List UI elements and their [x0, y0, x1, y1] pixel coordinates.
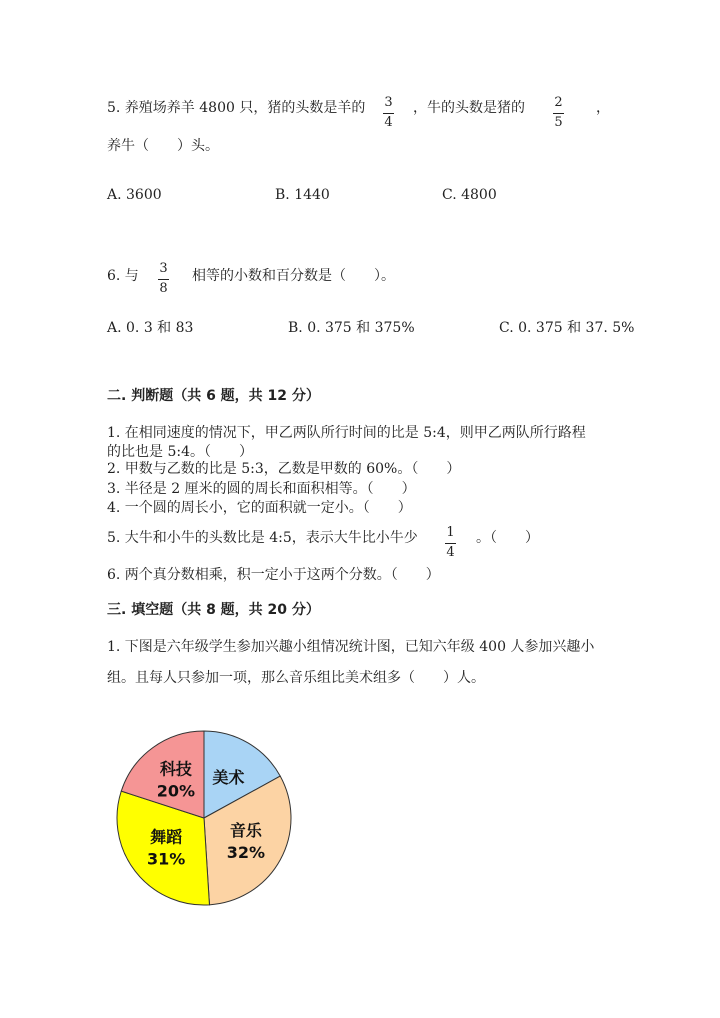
q6-fraction-den: 8	[159, 281, 168, 296]
q5-option-c: C. 4800	[442, 187, 497, 203]
judge-item-1a: 1. 在相同速度的情况下，甲乙两队所行时间的比是 5:4，则甲乙两队所行路程	[107, 425, 586, 441]
pie-slice-value-label: 31%	[147, 849, 186, 869]
q5-option-b: B. 1440	[275, 187, 330, 203]
fraction-bar	[445, 543, 456, 544]
q5-text-b: ，牛的头数是猪的	[413, 100, 525, 116]
judge-item-5b: 。（ ）	[476, 530, 539, 546]
fraction-bar	[383, 113, 394, 114]
pie-slice-label: 舞蹈	[150, 827, 183, 847]
q5-fraction-2	[553, 96, 564, 130]
section-3-title: 三. 填空题（共 8 题，共 20 分）	[107, 602, 320, 618]
judge-item-4: 4. 一个圆的周长小，它的面积就一定小。（ ）	[107, 500, 412, 516]
judge-item-6: 6. 两个真分数相乘，积一定小于这两个分数。（ ）	[107, 567, 440, 583]
fraction-bar	[158, 279, 169, 280]
q6-text-a: 6. 与	[107, 268, 139, 284]
q6-option-b: B. 0. 375 和 375%	[288, 320, 415, 336]
q6-option-a: A. 0. 3 和 83	[107, 320, 194, 336]
q5-fraction-1-den: 4	[384, 115, 393, 130]
q6-fraction	[158, 262, 169, 296]
fraction-bar	[553, 113, 564, 114]
judge-item-3: 3. 半径是 2 厘米的圆的周长和面积相等。（ ）	[107, 481, 416, 497]
q5-text-c: ，	[596, 100, 610, 116]
q5-text-a: 5. 养殖场养羊 4800 只，猪的头数是羊的	[107, 100, 366, 116]
judge-item-5-fraction-num: 1	[446, 525, 455, 540]
judge-item-5-fraction	[445, 526, 456, 560]
interest-group-pie-chart	[108, 722, 298, 912]
q5-fraction-2-num: 2	[554, 95, 563, 110]
fill-q1-line-1: 1. 下图是六年级学生参加兴趣小组情况统计图，已知六年级 400 人参加兴趣小	[107, 639, 595, 655]
judge-item-5-fraction-den: 4	[446, 545, 455, 560]
q5-option-a: A. 3600	[107, 187, 162, 203]
judge-item-1b: 的比也是 5:4。（ ）	[107, 444, 253, 460]
q5-fraction-2-den: 5	[554, 115, 563, 130]
section-2-title: 二. 判断题（共 6 题，共 12 分）	[107, 388, 320, 404]
q6-text-b: 相等的小数和百分数是（ ）。	[192, 268, 395, 284]
q5-fraction-1	[383, 96, 394, 130]
pie-slice-value-label: 20%	[156, 781, 196, 801]
judge-item-5a: 5. 大牛和小牛的头数比是 4:5，表示大牛比小牛少	[107, 530, 418, 546]
fill-q1-line-2: 组。且每人只参加一项，那么音乐组比美术组多（ ）人。	[107, 670, 485, 686]
pie-slice-label: 科技	[159, 759, 192, 779]
pie-slice-label: 音乐	[229, 821, 262, 841]
q6-fraction-num: 3	[159, 261, 168, 276]
q5-line-2: 养牛（ ）头。	[107, 138, 219, 154]
q5-fraction-1-num: 3	[384, 95, 393, 110]
pie-slice-value-label: 32%	[226, 843, 266, 863]
q6-option-c: C. 0. 375 和 37. 5%	[499, 320, 635, 336]
pie-slice-label: 美术	[212, 767, 245, 787]
judge-item-2: 2. 甲数与乙数的比是 5:3，乙数是甲数的 60%。（ ）	[107, 461, 461, 477]
